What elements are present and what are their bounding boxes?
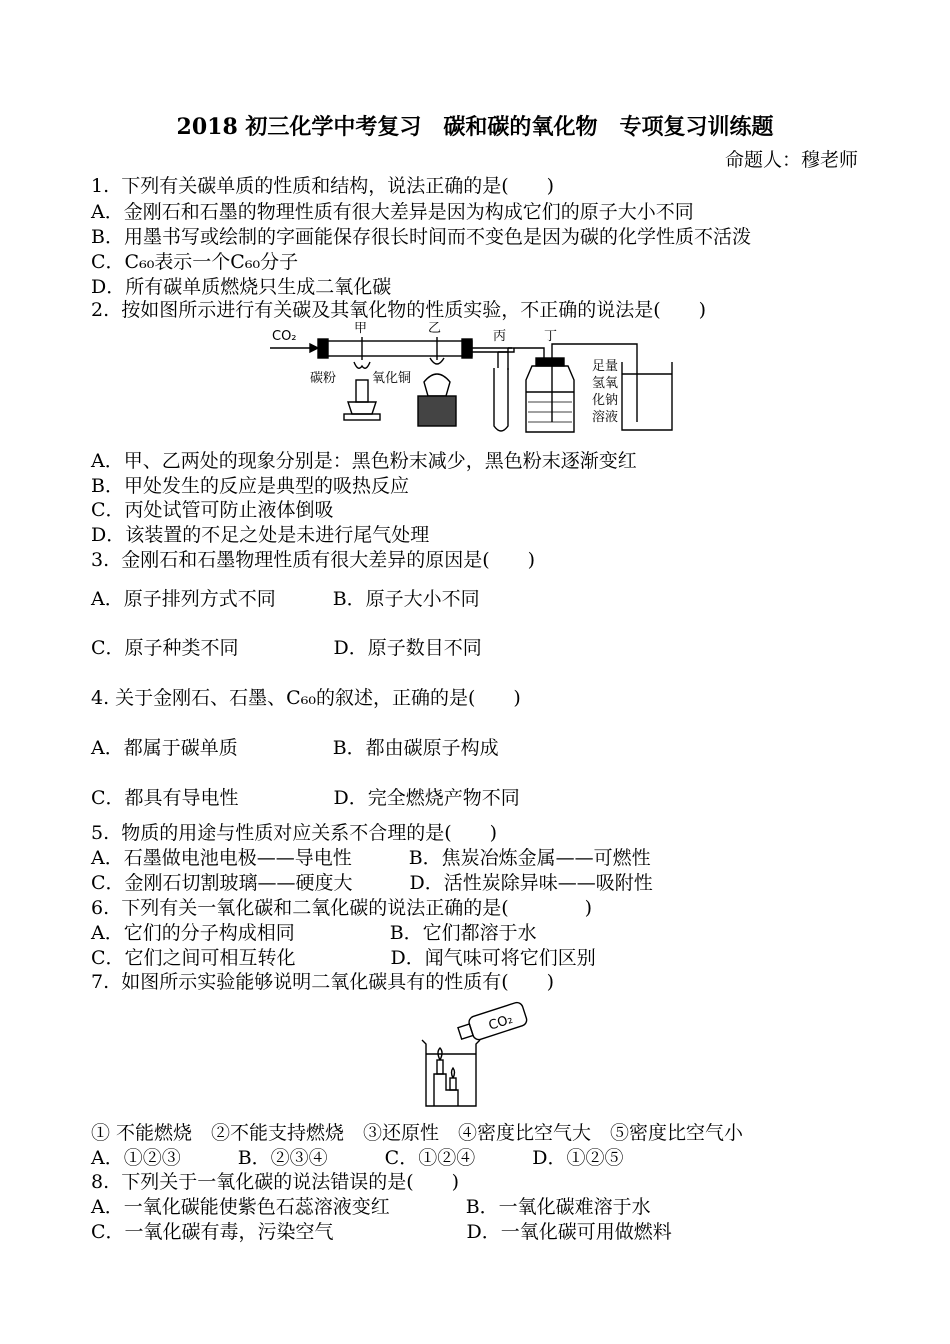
- q1-option-d: D．所有碳单质燃烧只生成二氧化碳: [91, 276, 392, 298]
- q4-stem: 4. 关于金刚石、石墨、C₆₀的叙述，正确的是( ): [91, 687, 521, 709]
- label-naoh-1: 足量: [592, 359, 619, 374]
- q1-option-a: A．金刚石和石墨的物理性质有很大差异是因为构成它们的原子大小不同: [91, 201, 694, 223]
- label-jia: 甲: [354, 322, 368, 336]
- q6-stem: 6. 下列有关一氧化碳和二氧化碳的说法正确的是( ): [91, 897, 593, 919]
- q3-options-cd: C．原子种类不同 D．原子数目不同: [91, 637, 482, 659]
- q5-options-ab: A．石墨做电池电极——导电性 B．焦炭冶炼金属——可燃性: [91, 847, 651, 869]
- q1-option-b: B．用墨书写或绘制的字画能保存很长时间而不变色是因为碳的化学性质不活泼: [91, 226, 751, 248]
- q8-stem: 8. 下列关于一氧化碳的说法错误的是( ): [91, 1171, 460, 1193]
- q1-stem: 1. 下列有关碳单质的性质和结构，说法正确的是( ): [91, 175, 555, 197]
- label-co2-bottle: CO₂: [486, 1011, 515, 1034]
- label-copper-oxide: 氧化铜: [372, 371, 412, 386]
- apparatus-figure: [262, 322, 702, 438]
- q2-stem: 2. 按如图所示进行有关碳及其氧化物的性质实验，不正确的说法是( ): [91, 299, 707, 321]
- label-yi: 乙: [428, 322, 442, 336]
- author: 命题人：穆老师: [724, 149, 858, 171]
- q2-option-c: C．丙处试管可防止液体倒吸: [91, 499, 334, 521]
- q3-options-ab: A．原子排列方式不同 B．原子大小不同: [91, 588, 480, 610]
- q6-options-cd: C．它们之间可相互转化 D．闻气味可将它们区别: [91, 947, 596, 969]
- q2-option-d: D．该装置的不足之处是未进行尾气处理: [91, 524, 430, 546]
- label-naoh-3: 化钠: [592, 393, 619, 408]
- q7-options: A．①②③ B．②③④ C．①②④ D．①②⑤: [91, 1147, 624, 1169]
- q7-properties: ① 不能燃烧 ②不能支持燃烧 ③还原性 ④密度比空气大 ⑤密度比空气小: [91, 1122, 744, 1144]
- label-naoh-2: 氢氧: [592, 376, 619, 391]
- q1-option-c: C．C₆₀表示一个C₆₀分子: [91, 251, 299, 273]
- q3-stem: 3. 金刚石和石墨物理性质有很大差异的原因是( ): [91, 549, 536, 571]
- q2-option-a: A．甲、乙两处的现象分别是：黑色粉末减少，黑色粉末逐渐变红: [91, 450, 637, 472]
- candle-beaker-figure: [410, 1000, 540, 1112]
- label-co2: CO₂: [272, 329, 297, 344]
- q8-options-cd: C．一氧化碳有毒，污染空气 D．一氧化碳可用做燃料: [91, 1221, 672, 1243]
- q4-options-cd: C．都具有导电性 D．完全燃烧产物不同: [91, 787, 520, 809]
- q8-options-ab: A．一氧化碳能使紫色石蕊溶液变红 B．一氧化碳难溶于水: [91, 1196, 651, 1218]
- q6-options-ab: A．它们的分子构成相同 B．它们都溶于水: [91, 922, 537, 944]
- label-carbon-powder: 碳粉: [310, 371, 337, 386]
- page-title: 2018 初三化学中考复习 碳和碳的氧化物 专项复习训练题: [176, 114, 774, 140]
- q4-options-ab: A．都属于碳单质 B．都由碳原子构成: [91, 737, 499, 759]
- q2-option-b: B．甲处发生的反应是典型的吸热反应: [91, 475, 409, 497]
- q5-stem: 5. 物质的用途与性质对应关系不合理的是( ): [91, 822, 498, 844]
- label-bing: 丙: [493, 329, 507, 344]
- label-ding: 丁: [544, 329, 558, 344]
- q5-options-cd: C．金刚石切割玻璃——硬度大 D．活性炭除异味——吸附性: [91, 872, 653, 894]
- label-naoh-4: 溶液: [592, 410, 619, 425]
- q7-stem: 7. 如图所示实验能够说明二氧化碳具有的性质有( ): [91, 971, 555, 993]
